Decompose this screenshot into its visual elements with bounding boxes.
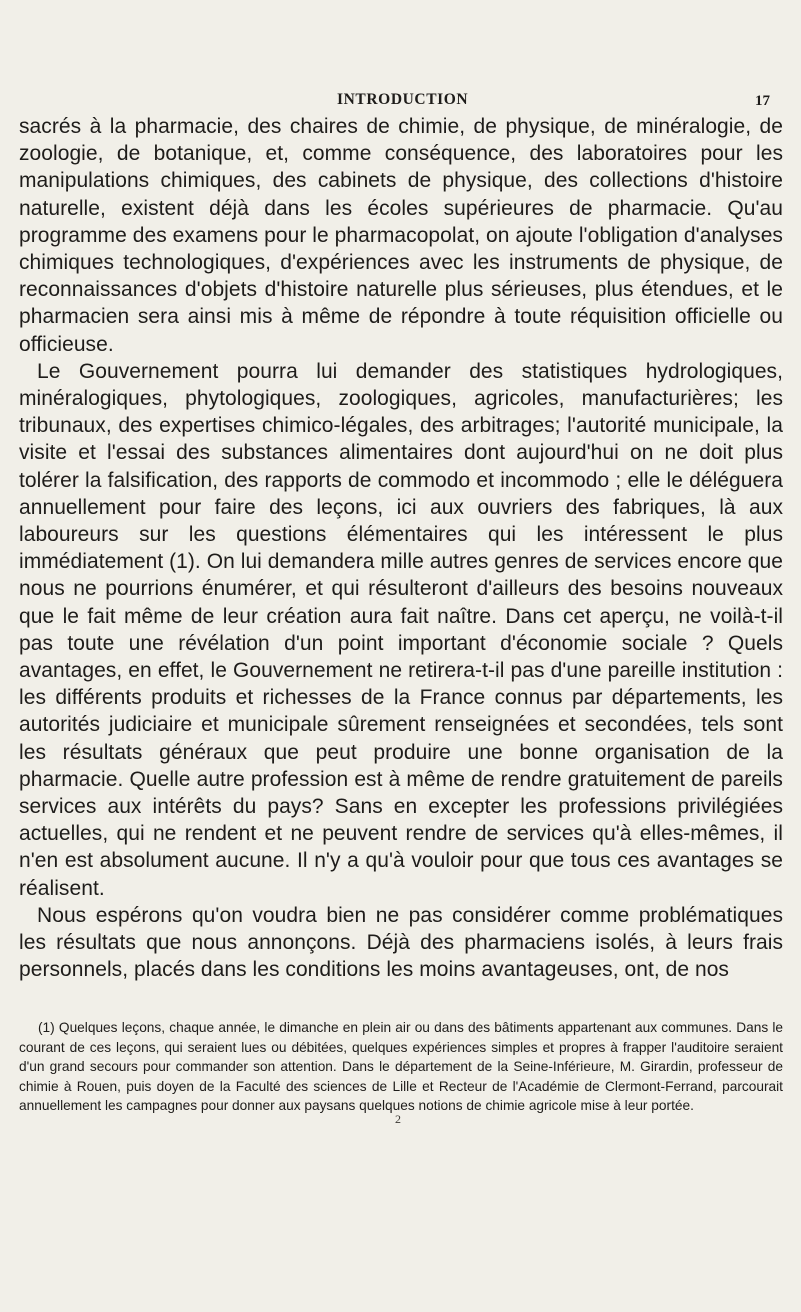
page-number: 17 (755, 93, 770, 109)
paragraph-hopes: Nous espérons qu'on voudra bien ne pas considérer comme problématiques les résultats que nous annonçons. Déjà des pharmaciens isolés, à leurs frais personnels, placés dans les conditions les moins avantageuses, ont, de nos (19, 903, 783, 982)
running-head (0, 91, 801, 111)
paragraph-government: Le Gouvernement pourra lui demander des statistiques hydrologiques, minéralogiques, phytologiques, zoologiques, agricoles, manufacturières; les tribunaux, des expertises chimico-légales, des arbitrages; l'autorité municipale, la visite et l'essai des substances alimentaires dont aujourd'hui on ne doit plus tolérer la falsification, des rapports de commodo et incommodo ; elle le déléguera annuellement pour faire des leçons, ici aux ouvriers des fabriques, là aux laboureurs sur les questions élémentaires qui les intéressent le plus immédiatement (1). On lui demandera mille autres genres de services encore que nous ne pourrions énumérer, et qui résulteront d'ailleurs des besoins nouveaux que le fait même de leur création aura fait naître. Dans cet aperçu, ne voilà-t-il pas toute une révélation d'un point important d'économie sociale ? Quels avantages, en effet, le Gouvernement ne retirera-t-il pas d'une pareille institution : les différents produits et richesses de la France connus par départements, les autorités judiciaire et municipale sûrement renseignées et secondées, tels sont les résultats généraux que peut produire une bonne organisation de la pharmacie. Quelle autre profession est à même de rendre gratuitement de pareils services aux intérêts du pays? Sans en excepter les professions privilégiées actuelles, qui ne rendent et ne peuvent rendre de services qu'à elles-mêmes, il n'en est absolument aucune. Il n'y a qu'à vouloir pour que tous ces avantages se réalisent. (19, 359, 783, 900)
main-text (19, 113, 783, 984)
running-title: INTRODUCTION (337, 91, 469, 108)
signature-mark: 2 (395, 1112, 401, 1126)
paragraph-continuation: sacrés à la pharmacie, des chaires de chimie, de physique, de minéralogie, de zoologie, de botanique, et, comme conséquence, des laboratoires pour les manipulations chimiques, des cabinets de physique, des collections d'histoire naturelle, existent déjà dans les écoles supérieures de pharmacie. Qu'au programme des examens pour le pharmacopolat, on ajoute l'obligation d'analyses chimiques technologiques, d'expériences avec les instruments de physique, de reconnaissances d'objets d'histoire naturelle plus sérieuses, plus étendues, et le pharmacien sera ainsi mis à même de répondre à toute réquisition officielle ou officieuse. (19, 115, 783, 356)
footnote: (1) Quelques leçons, chaque année, le dimanche en plein air ou dans des bâtiments appartenant aux communes. Dans le courant de ces leçons, qui seraient lues ou débitées, quelques expériences simples et propres à frapper l'auditoire seraient d'un grand secours pour commander son attention. Dans le département de la Seine-Inférieure, M. Girardin, professeur de chimie à Rouen, puis doyen de la Faculté des sciences de Lille et Recteur de l'Académie de Clermont-Ferrand, parcourait annuellement les campagnes pour donner aux paysans quelques notions de chimie agricole mise à leur portée. (19, 1020, 783, 1114)
